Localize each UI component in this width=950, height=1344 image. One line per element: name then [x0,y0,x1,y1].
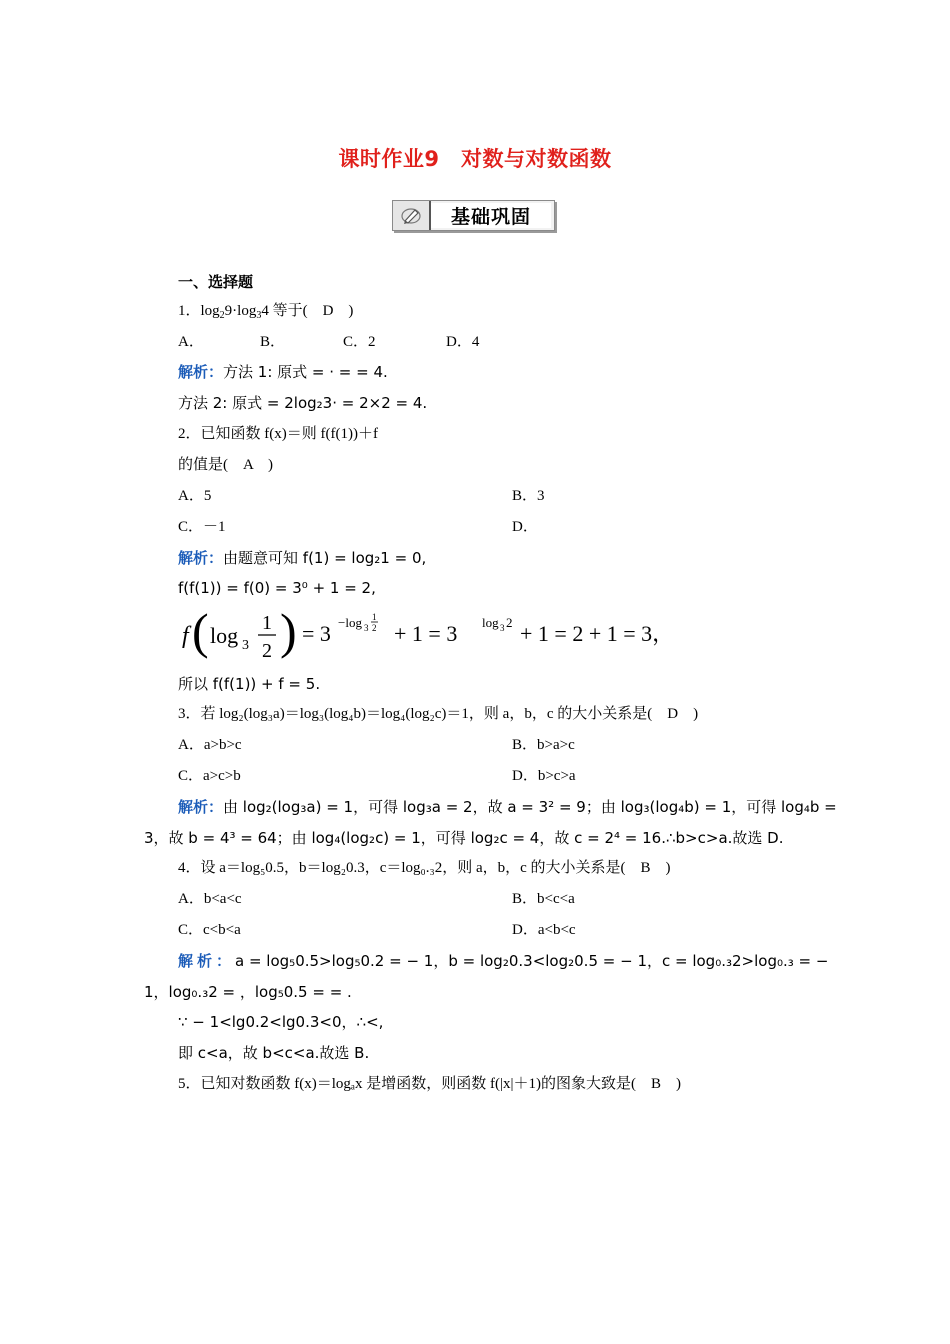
q1-option-c: C．2 [343,334,376,350]
q1-stem: 1．$\log_29\cdot\log_34$ 等于( D ) [178,303,354,321]
q2-stem-2: 的值是( A ) [178,457,273,473]
svg-text:+ 1 = 2 + 1 = 3，: + 1 = 2 + 1 = 3， [520,621,675,646]
q1-option-b: B． [260,334,286,350]
svg-text:f: f [182,623,189,649]
q4-solution-2: 1，log₀.₃2 = ，log₅0.5 = = . [144,983,352,1001]
svg-text:log: log [482,615,499,630]
svg-text:3: 3 [364,623,369,633]
q4-option-d: D．a<b<c [512,922,576,938]
section-badge [392,200,555,231]
page-title: 课时作业9 对数与对数函数 [338,147,612,171]
svg-text:1: 1 [372,612,377,622]
q3-solution-2: 3，故 b = 4³ = 64；由 log₄(log₂c) = 1，可得 log₂c = 4，故 c = 2⁴ = 16.∴b>c>a.故选 D. [144,829,784,847]
svg-text:3: 3 [500,623,505,633]
svg-text:(: ( [192,605,209,659]
q3-option-c: C．a>c>b [178,768,241,784]
q4-stem: 4．设 a＝log₅0.5，b＝log₂0.3，c＝log₀.₃2，则 a，b，c 的大小关系是( B ) [178,860,671,876]
q1-option-d: D．4 [446,334,480,350]
q2-option-d: D． [512,519,538,535]
q3-option-d: D．b>c>a [512,768,576,784]
q3-option-a: A．a>b>c [178,737,242,753]
q2-option-c: C．－1 [178,519,226,535]
q1-solution-1: 解析：方法 1: 原式 = · = = 4. [178,363,388,381]
q2-formula [180,605,720,663]
q2-solution-3: 所以 f(f(1)) + f = 5. [178,675,321,693]
q4-solution-3: ∵ − 1<lg0.2<lg0.3<0，∴<, [178,1013,384,1031]
svg-text:= 3: = 3 [302,621,331,646]
q3-option-b: B．b>a>c [512,737,575,753]
svg-text:): ) [280,605,297,659]
q4-option-c: C．c<b<a [178,922,241,938]
q2-option-a: A．5 [178,488,212,504]
svg-text:2: 2 [506,615,513,630]
svg-text:1: 1 [262,612,272,634]
q1-option-a: A． [178,334,204,350]
q1-solution-2: 方法 2: 原式 = 2log₂3· = 2×2 = 4. [178,394,428,412]
q3-solution-1: 解析：由 log₂(log₃a) = 1，可得 log₃a = 2，故 a = 3² = 9；由 log₃(log₄b) = 1，可得 log₄b = [178,798,837,816]
svg-text:3: 3 [242,638,249,653]
q4-option-a: A．b<a<c [178,891,242,907]
q2-option-b: B．3 [512,488,545,504]
svg-text:+ 1 = 3: + 1 = 3 [394,621,458,646]
section-heading: 一、选择题 [178,273,254,291]
q4-option-b: B．b<c<a [512,891,575,907]
svg-text:−log: −log [338,615,362,630]
svg-text:log: log [210,623,239,648]
q3-stem: 3．若 log₂(log₃a)＝log₃(log₄b)＝log₄(log₂c)＝1，则 a，b，c 的大小关系是( D ) [178,706,699,722]
svg-text:2: 2 [372,623,377,633]
q2-solution-2: f(f(1)) = f(0) = 3⁰ + 1 = 2, [178,579,376,597]
q2-solution-1: 解析：由题意可知 f(1) = log₂1 = 0, [178,549,427,567]
pencil-icon [393,201,431,230]
q4-solution-4: 即 c<a，故 b<c<a.故选 B. [178,1044,370,1062]
q4-solution-1: 解析：a = log₅0.5>log₅0.2 = − 1，b = log₂0.3<log₂0.5 = − 1，c = log₀.₃2>log₀.₃ = − [178,952,829,970]
q2-stem: 2．已知函数 f(x)＝则 f(f(1))＋f [178,426,378,442]
svg-text:2: 2 [262,640,272,662]
badge-label: 基础巩固 [431,203,551,228]
q5-stem: 5．已知对数函数 f(x)＝logₐx 是增函数，则函数 f(|x|＋1)的图象大致是( B ) [178,1076,681,1092]
